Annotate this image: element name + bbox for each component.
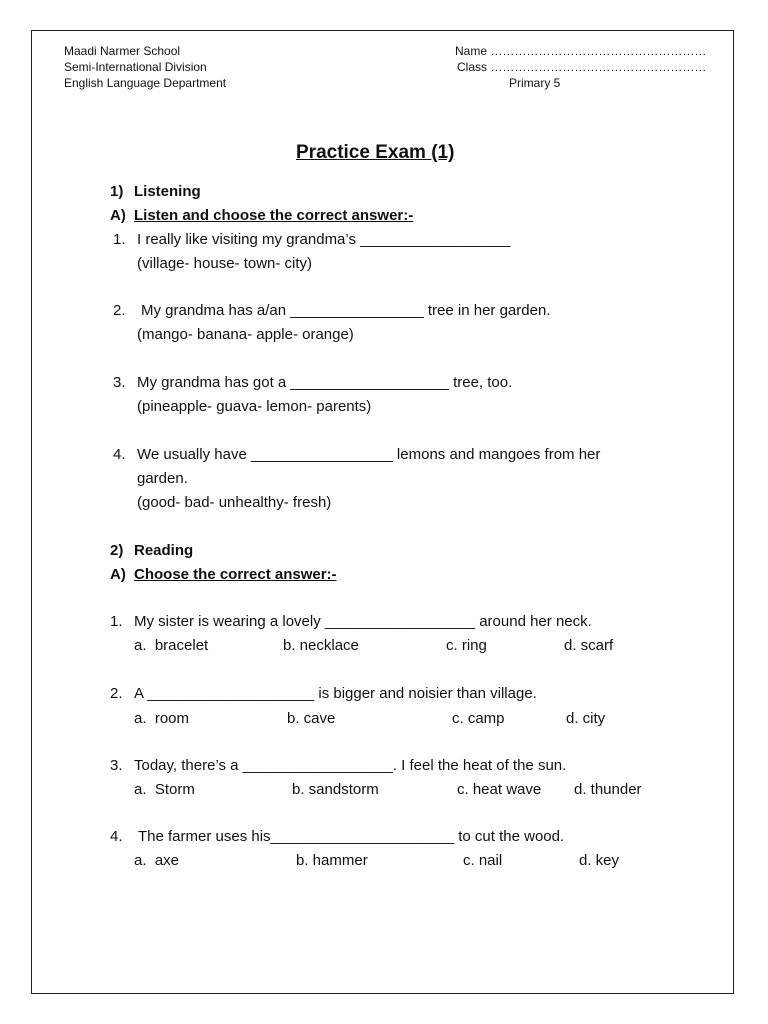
question-text: I really like visiting my grandma’s __________________: [137, 231, 511, 248]
class-field: Class ………………………………………………: [457, 60, 707, 74]
section-number: 2): [110, 542, 124, 559]
question-options: (pineapple- guava- lemon- parents): [137, 398, 372, 415]
question-number: 3.: [113, 374, 126, 391]
question-text: My grandma has got a ___________________ tree, too.: [137, 374, 513, 391]
question-number: 4.: [113, 446, 126, 463]
subsection-letter: A): [110, 207, 126, 224]
choice-d: d. city: [566, 710, 606, 727]
subsection-instruction: Listen and choose the correct answer:-: [134, 207, 414, 224]
choice-b: b. hammer: [296, 852, 368, 869]
division-name: Semi-International Division: [64, 60, 207, 74]
section-number: 1): [110, 183, 124, 200]
question-text: A ____________________ is bigger and noisier than village.: [134, 685, 537, 702]
question-number: 1.: [113, 231, 126, 248]
choice-b: b. necklace: [283, 637, 359, 654]
question-text: Today, there’s a __________________. I feel the heat of the sun.: [134, 757, 567, 774]
question-number: 1.: [110, 613, 123, 630]
choice-b: b. cave: [287, 710, 336, 727]
choice-b: b. sandstorm: [292, 781, 379, 798]
choice-d: d. scarf: [564, 637, 614, 654]
choice-a: a. room: [134, 710, 190, 727]
choice-c: c. heat wave: [457, 781, 542, 798]
question-number: 3.: [110, 757, 123, 774]
choice-a: a. Storm: [134, 781, 195, 798]
choice-d: d. key: [579, 852, 620, 869]
department-name: English Language Department: [64, 76, 227, 90]
section-heading-reading: Reading: [134, 542, 194, 559]
question-text: My sister is wearing a lovely __________________ around her neck.: [134, 613, 592, 630]
question-text: We usually have _________________ lemons and mangoes from her: [137, 446, 601, 463]
question-number: 2.: [113, 302, 126, 319]
choice-d: d. thunder: [574, 781, 642, 798]
page-title: Practice Exam (1): [296, 142, 455, 163]
question-options: (village- house- town- city): [137, 255, 313, 272]
subsection-letter: A): [110, 566, 126, 583]
choice-a: a. axe: [134, 852, 180, 869]
question-text: My grandma has a/an ________________ tree in her garden.: [141, 302, 551, 319]
subsection-instruction: Choose the correct answer:-: [134, 566, 337, 583]
question-text: The farmer uses his______________________ to cut the wood.: [138, 828, 565, 845]
choice-c: c. nail: [463, 852, 503, 869]
choice-c: c. ring: [446, 637, 487, 654]
question-options: (good- bad- unhealthy- fresh): [137, 494, 332, 511]
section-heading-listening: Listening: [134, 183, 201, 200]
school-name: Maadi Narmer School: [64, 44, 181, 58]
question-number: 4.: [110, 828, 123, 845]
choice-c: c. camp: [452, 710, 505, 727]
question-text-continued: garden.: [137, 470, 188, 487]
student-name-field: Name ………………………………………………: [455, 44, 707, 58]
grade-label: Primary 5: [509, 76, 561, 90]
choice-a: a. bracelet: [134, 637, 209, 654]
question-number: 2.: [110, 685, 123, 702]
question-options: (mango- banana- apple- orange): [137, 326, 354, 343]
